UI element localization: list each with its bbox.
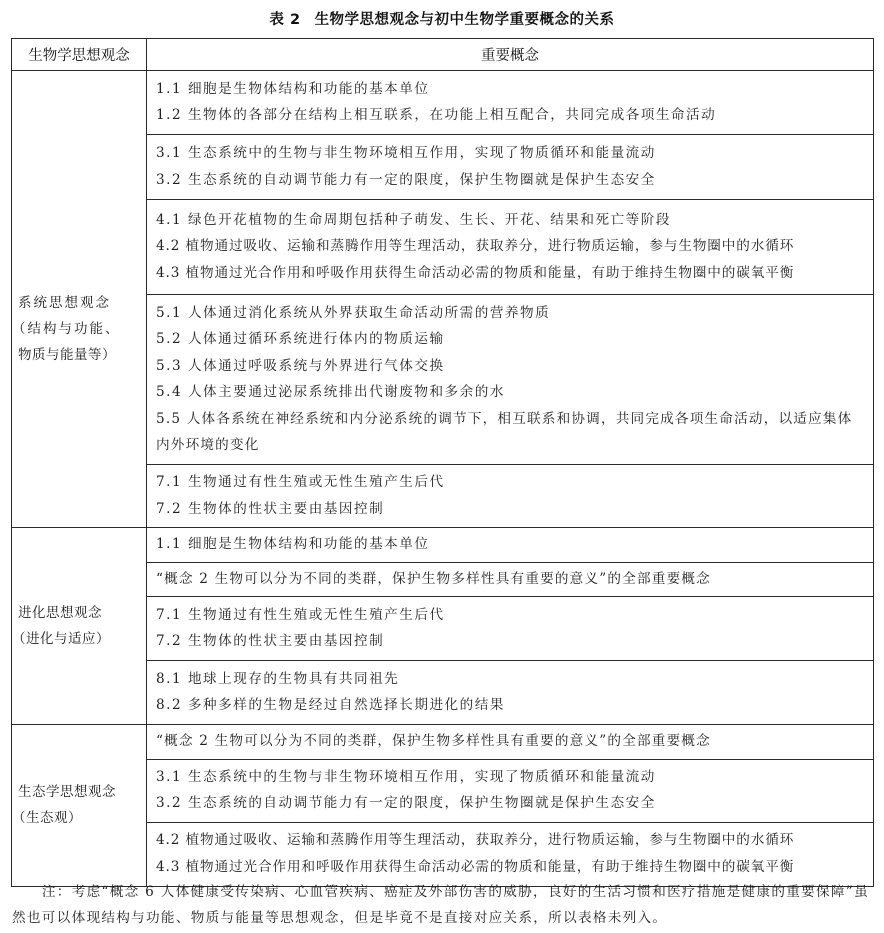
concept-group [147,135,874,200]
concept-group [147,71,874,135]
header-concepts: 重要概念 [147,39,874,71]
concept-item: 5.1 人体通过消化系统从外界获取生命活动所需的营养物质 [156,304,551,321]
concept-item: 7.1 生物通过有性生殖或无性生殖产生后代 [156,606,445,623]
concept-group [147,822,874,886]
concept-item: 4.2 植物通过吸收、运输和蒸腾作用等生理活动，获取养分，进行物质运输，参与生物圈中的水循环 [156,238,795,255]
table-row [12,528,874,563]
concept-item: 1.2 生物体的各部分在结构上相互联系，在功能上相互配合，共同完成各项生命活动 [156,107,717,123]
idea-sublabel: （结构与功能、 [12,321,121,337]
concept-item: 3.1 生态系统中的生物与非生物环境相互作用，实现了物质循环和能量流动 [156,768,656,785]
idea-sublabel: 物质与能量等） [18,347,116,363]
idea-cell-ecology [12,725,147,887]
idea-label: 系统思想观念 [18,295,111,311]
idea-label: 进化思想观念 [18,605,102,621]
table-caption [0,8,884,29]
concept-item: 5.2 人体通过循环系统进行体内的物质运输 [156,331,445,347]
concept-group [147,200,874,295]
concept-group [147,528,874,563]
table-number: 表 2 [269,12,301,28]
concept-item: 8.1 地球上现存的生物具有共同祖先 [156,670,400,687]
concept-group [147,465,874,528]
concept-item: 4.2 植物通过吸收、运输和蒸腾作用等生理活动，获取养分，进行物质运输，参与生物圈中的水循环 [156,832,795,848]
idea-cell-system [12,71,147,528]
concept-group [147,295,874,465]
concept-item: 7.2 生物体的性状主要由基因控制 [156,500,385,517]
concept-item: 1.1 细胞是生物体结构和功能的基本单位 [156,536,430,552]
concept-group [147,661,874,725]
concept-item: “概念 2 生物可以分为不同的类群，保护生物多样性具有重要的意义”的全部重要概念 [156,733,711,749]
header-idea: 生物学思想观念 [12,39,147,71]
concept-item: 4.3 植物通过光合作用和呼吸作用获得生命活动必需的物质和能量，有助于维持生物圈中的碳氧平衡 [156,858,795,875]
table-footnote: 注：考虑“概念 6 人体健康受传染病、心血管疾病、癌症及外部伤害的威胁，良好的生活习惯和医疗措施是健康的重要保障”虽然也可以体现结构与功能、物质与能量等思想观念，但是毕竟不是直接对应关系，所以表格未列入。 [12,884,869,926]
concept-group [147,759,874,822]
concept-item: “概念 2 生物可以分为不同的类群，保护生物多样性具有重要的意义”的全部重要概念 [156,570,711,587]
concept-group [147,725,874,760]
concept-item: 7.1 生物通过有性生殖或无性生殖产生后代 [156,474,445,490]
concept-item: 4.3 植物通过光合作用和呼吸作用获得生命活动必需的物质和能量，有助于维持生物圈中的碳氧平衡 [156,264,795,281]
concept-item: 8.2 多种多样的生物是经过自然选择长期进化的结果 [156,697,505,713]
concept-item: 3.1 生态系统中的生物与非生物环境相互作用，实现了物质循环和能量流动 [156,145,656,161]
concept-item: 5.4 人体主要通过泌尿系统排出代谢废物和多余的水 [156,384,505,400]
idea-cell-evolution [12,528,147,725]
concept-item: 5.5 人体各系统在神经系统和内分泌系统的调节下，相互联系和协调，共同完成各项生命活动，以适应集体内外环境的变化 [156,410,853,453]
concept-item: 3.2 生态系统的自动调节能力有一定的限度，保护生物圈就是保护生态安全 [156,171,656,188]
header-row [12,39,874,71]
concept-item: 5.3 人体通过呼吸系统与外界进行气体交换 [156,357,445,374]
concept-relation-table [11,38,874,887]
idea-sublabel: （进化与适应） [12,631,110,647]
table-title: 生物学思想观念与初中生物学重要概念的关系 [314,12,615,28]
concept-item: 4.1 绿色开花植物的生命周期包括种子萌发、生长、开花、结果和死亡等阶段 [156,211,671,228]
idea-sublabel: （生态观） [12,810,82,827]
table-row [12,725,874,760]
concept-item: 1.1 细胞是生物体结构和功能的基本单位 [156,80,430,97]
idea-label: 生态学思想观念 [18,784,116,801]
concept-group [147,562,874,597]
concept-item: 3.2 生态系统的自动调节能力有一定的限度，保护生物圈就是保护生态安全 [156,795,656,811]
concept-item: 7.2 生物体的性状主要由基因控制 [156,633,385,649]
concept-group [147,597,874,661]
table-row [12,71,874,135]
